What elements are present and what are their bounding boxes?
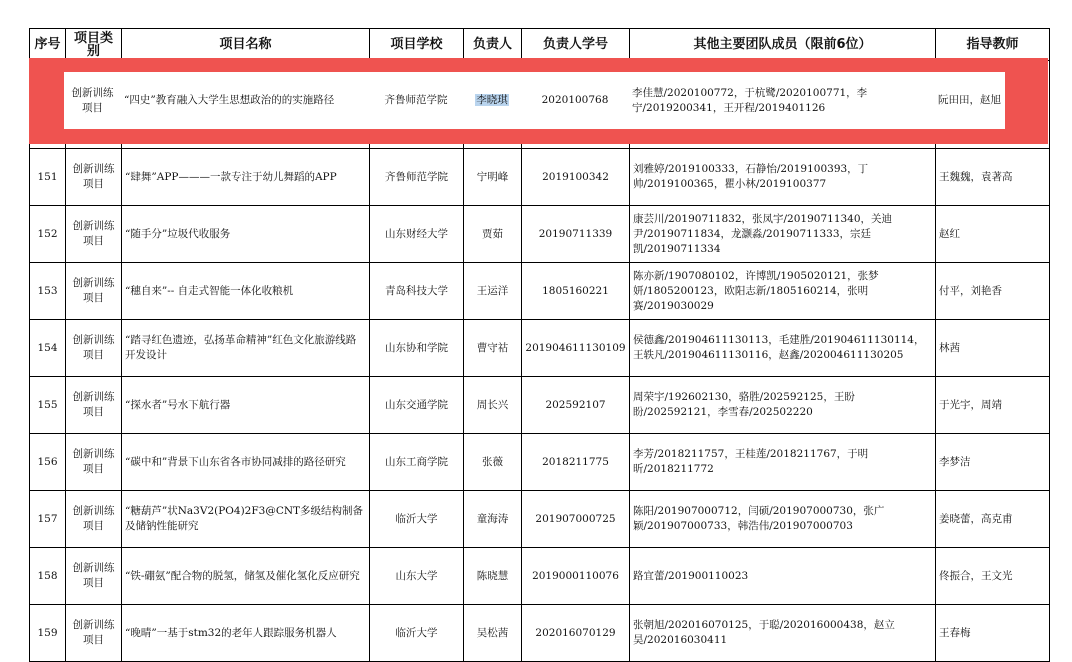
- cell-name: “穗自来”-- 自走式智能一体化收粮机: [122, 263, 370, 320]
- cell-leader: 吴松茜: [464, 605, 522, 662]
- cell-leader: 张薇: [464, 434, 522, 491]
- table-row: [30, 605, 1050, 662]
- cell-teacher: 姜晓蕾，高克甫: [936, 491, 1050, 548]
- cell-leader: 陈晓慧: [464, 548, 522, 605]
- cell-seq: 151: [30, 149, 66, 206]
- cell-members: 张朝旭/202016070125，于聪/202016000438，赵立昊/202016030411: [630, 605, 936, 662]
- cell-teacher: 林茜: [936, 320, 1050, 377]
- cell-teacher: 付平，刘艳香: [936, 263, 1050, 320]
- cell-name: “糖葫芦”状Na3V2(PO4)2F3@CNT多级结构制备及储钠性能研究: [122, 491, 370, 548]
- cell-leader-id: 1805160221: [522, 263, 630, 320]
- cell-leader-id: 2019000110076: [522, 548, 630, 605]
- table-row: [30, 377, 1050, 434]
- cell-members: 李芳/2018211757，王桂莲/2018211767，于明昕/2018211772: [630, 434, 936, 491]
- cell-teacher: 赵红: [936, 206, 1050, 263]
- cell-school: 山东交通学院: [370, 377, 464, 434]
- cell-category: 创新训练项目: [66, 605, 122, 662]
- cell-leader: 宁明峰: [464, 149, 522, 206]
- highlight-name: “四史”教育融入大学生思想政治的的实施路径: [124, 94, 335, 106]
- cell-seq: 157: [30, 491, 66, 548]
- cell-name: “探水者”号水下航行器: [122, 377, 370, 434]
- cell-school: 青岛科技大学: [370, 263, 464, 320]
- highlight-members: 李佳慧/2020100772，于杭鹭/2020100771，李宁/2019200341，王开程/2019401126: [632, 86, 868, 114]
- highlighted-row[interactable]: [64, 72, 1005, 129]
- cell-members: 周荣宇/192602130，骆胜/202592125，王盼盼/202592121，李雪春/202502220: [630, 377, 936, 434]
- cell-name: “铁-硼氨”配合物的脱氢，储氢及催化氢化反应研究: [122, 548, 370, 605]
- cell-category: 创新训练项目: [66, 434, 122, 491]
- cell-seq: 153: [30, 263, 66, 320]
- cell-members: 陈亦新/1907080102，许博凯/1905020121，张梦妍/1805200123，欧阳志新/1805160214，张明赛/2019030029: [630, 263, 936, 320]
- cell-school: 山东大学: [370, 548, 464, 605]
- cell-members: 刘雅婷/2019100333，石静怡/2019100393，丁帅/2019100365，瞿小林/2019100377: [630, 149, 936, 206]
- cell-leader-id: 201904611130109: [522, 320, 630, 377]
- table-row: [30, 263, 1050, 320]
- header-row: [30, 29, 1050, 61]
- cell-seq: 158: [30, 548, 66, 605]
- cell-seq: 159: [30, 605, 66, 662]
- highlight-teacher: 阮田田，赵旭: [938, 94, 1001, 106]
- cell-category: 创新训练项目: [66, 548, 122, 605]
- table-row: [30, 320, 1050, 377]
- cell-school: 临沂大学: [370, 605, 464, 662]
- cell-teacher: 于光宇，周靖: [936, 377, 1050, 434]
- cell-name: “随手分”垃圾代收服务: [122, 206, 370, 263]
- cell-seq: 155: [30, 377, 66, 434]
- table-row: [30, 548, 1050, 605]
- cell-seq: 156: [30, 434, 66, 491]
- cell-category: 创新训练项目: [66, 149, 122, 206]
- header-teacher: 指导教师: [936, 29, 1050, 61]
- table-row: [30, 206, 1050, 263]
- cell-leader-id: 202592107: [522, 377, 630, 434]
- header-members: 其他主要团队成员（限前6位）: [630, 29, 936, 61]
- cell-leader: 周长兴: [464, 377, 522, 434]
- cell-school: 山东财经大学: [370, 206, 464, 263]
- cell-teacher: 李梦洁: [936, 434, 1050, 491]
- cell-leader-id: 20190711339: [522, 206, 630, 263]
- header-school: 项目学校: [370, 29, 464, 61]
- cell-leader: 童海涛: [464, 491, 522, 548]
- highlight-leader-id: 2020100768: [541, 94, 609, 106]
- highlighted-row-table: [64, 72, 1005, 129]
- cell-name: “踏寻红色遗迹，弘扬革命精神”红色文化旅游线路开发设计: [122, 320, 370, 377]
- cell-leader-id: 202016070129: [522, 605, 630, 662]
- cell-category: 创新训练项目: [66, 320, 122, 377]
- cell-members: 康芸川/20190711832，张凤宇/20190711340，关迪尹/20190711834，龙灏淼/20190711333，宗廷凯/20190711334: [630, 206, 936, 263]
- cell-name: “肆舞”APP———一款专注于幼儿舞蹈的APP: [122, 149, 370, 206]
- cell-members: 路宜蕾/201900110023: [630, 548, 936, 605]
- header-category: 项目类别: [66, 29, 122, 61]
- highlight-banner: [29, 58, 1048, 144]
- header-seq: 序号: [30, 29, 66, 61]
- header-name: 项目名称: [122, 29, 370, 61]
- cell-leader-id: 2018211775: [522, 434, 630, 491]
- cell-teacher: 佟振合，王文光: [936, 548, 1050, 605]
- header-leader-id: 负责人学号: [522, 29, 630, 61]
- cell-teacher: 王春梅: [936, 605, 1050, 662]
- cell-leader: 王运洋: [464, 263, 522, 320]
- highlight-school: 齐鲁师范学院: [384, 94, 448, 106]
- cell-school: 山东工商学院: [370, 434, 464, 491]
- cell-leader-id: 201907000725: [522, 491, 630, 548]
- cell-seq: 152: [30, 206, 66, 263]
- cell-members: 陈阳/201907000712，闫硕/201907000730，张广颖/201907000733，韩浩伟/201907000703: [630, 491, 936, 548]
- cell-name: “碳中和”背景下山东省各市协同减排的路径研究: [122, 434, 370, 491]
- cell-category: 创新训练项目: [66, 491, 122, 548]
- table-row: [30, 491, 1050, 548]
- cell-leader-id: 2019100342: [522, 149, 630, 206]
- cell-school: 齐鲁师范学院: [370, 149, 464, 206]
- header-leader: 负责人: [464, 29, 522, 61]
- cell-teacher: 王魏魏，袁著高: [936, 149, 1050, 206]
- cell-category: 创新训练项目: [66, 263, 122, 320]
- cell-name: “晚晴”一基于stm32的老年人跟踪服务机器人: [122, 605, 370, 662]
- highlight-leader-selected[interactable]: 李晓琪: [476, 94, 508, 106]
- cell-school: 临沂大学: [370, 491, 464, 548]
- cell-seq: 154: [30, 320, 66, 377]
- cell-leader: 贾茹: [464, 206, 522, 263]
- cell-members: 侯德鑫/201904611130113，毛建胜/201904611130114，王轶凡/201904611130116，赵鑫/202004611130205: [630, 320, 936, 377]
- cell-school: 山东协和学院: [370, 320, 464, 377]
- table-row: [30, 434, 1050, 491]
- table-row: [30, 149, 1050, 206]
- cell-category: 创新训练项目: [66, 377, 122, 434]
- cell-category: 创新训练项目: [66, 206, 122, 263]
- cell-leader: 曹守祜: [464, 320, 522, 377]
- highlight-category: 创新训练项目: [71, 86, 114, 114]
